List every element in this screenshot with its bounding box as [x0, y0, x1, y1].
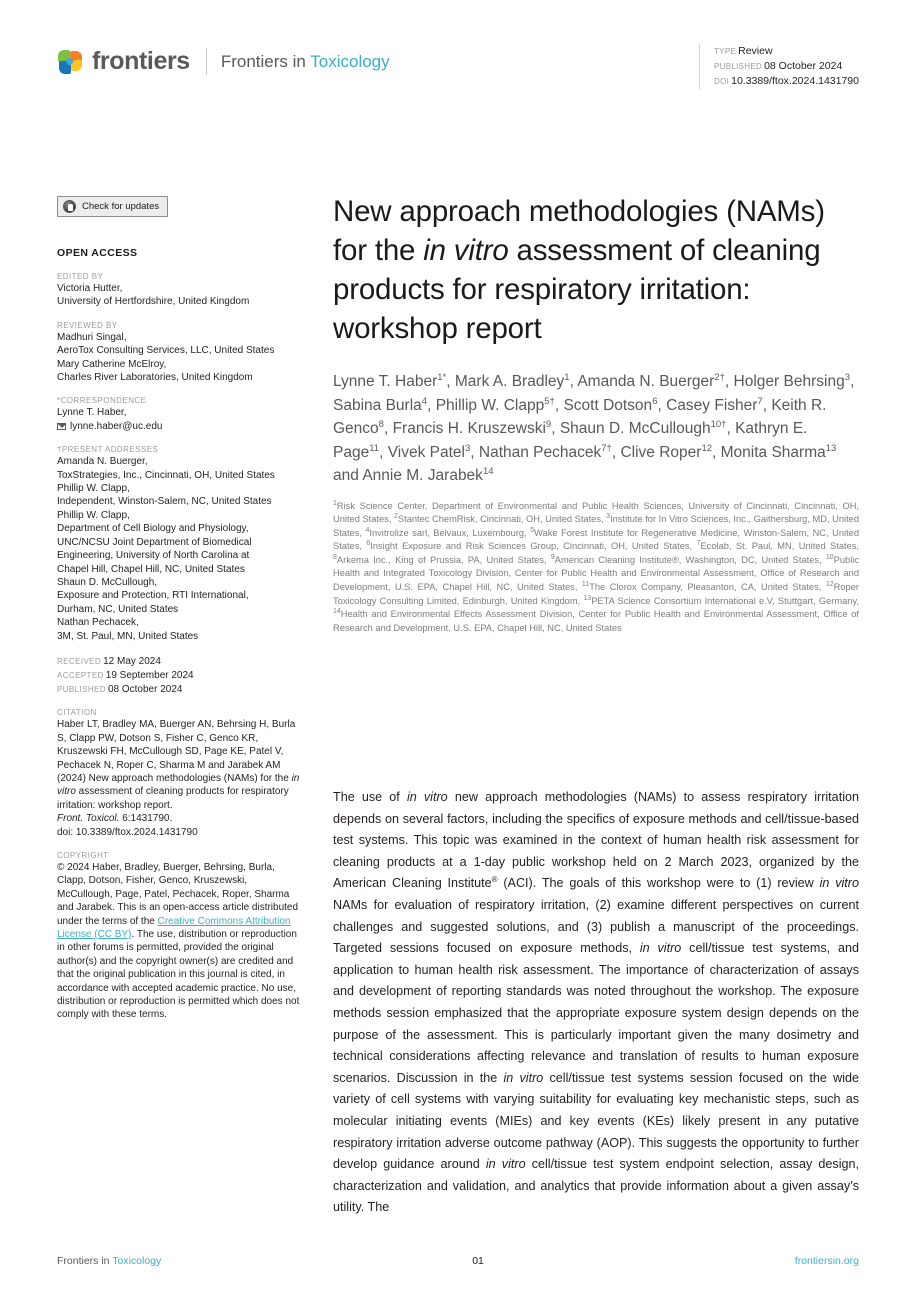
page-header: [0, 0, 916, 115]
author-name[interactable]: Monita Sharma: [720, 443, 826, 461]
affiliation-text: Health and Environmental Effects Assessment Division, Center for Public Health and Environmental Assessment, Office of Research and Development, U.S. EPA, Chapel Hill, NC, United States: [333, 609, 859, 633]
present-addresses-lines: [57, 455, 301, 643]
author-separator: ,: [712, 443, 721, 461]
citation-journal: Front. Toxicol.: [57, 813, 120, 825]
date-published-label: PUBLISHED: [57, 684, 106, 694]
cc-by-license-link[interactable]: Creative Commons Attribution License (CC BY): [57, 915, 291, 941]
page-title: [333, 192, 859, 348]
author-name[interactable]: Vivek Patel: [387, 443, 465, 461]
present-address-line: Durham, NC, United States: [57, 603, 179, 615]
journal-name-accent: Toxicology: [310, 52, 390, 71]
abstract-text: cell/tissue test system endpoint selection, assay design, characterization and validation, and analytics that provide information about a given assay’s utility. The: [333, 1157, 859, 1215]
affiliation-marker: 13: [583, 594, 592, 602]
author-affiliation-marker: 3: [844, 371, 850, 383]
author-affiliation-marker: 1: [564, 371, 570, 383]
present-addresses-group: [57, 445, 301, 643]
author-name[interactable]: Kathryn E. Page: [333, 420, 808, 461]
author-affiliation-marker: 11: [369, 442, 380, 454]
author-separator: ,: [446, 373, 455, 390]
copyright-text-2: . The use, distribution or reproduction in other forums is permitted, provided the original author(s) and the copyright owner(s) are credited and that the original publication in this journal is cited, in accordance with accepted academic practice. No use, distribution or reproduction is permitted which does not comply with these terms.: [57, 929, 300, 1021]
footer-site-link[interactable]: frontiersin.org: [794, 1255, 859, 1267]
reviewer-1-affiliation: AeroTox Consulting Services, LLC, United States: [57, 345, 275, 357]
edited-by-name: Victoria Hutter,: [57, 283, 123, 294]
author-name[interactable]: Clive Roper: [620, 443, 702, 461]
meta-key-type: TYPE: [714, 47, 737, 56]
affiliation-marker: 4: [365, 526, 370, 534]
affiliation-text: Arkema Inc., King of Prussia, PA, United States,: [336, 554, 551, 565]
footer-page-number: 01: [472, 1255, 484, 1267]
date-published-value: 08 October 2024: [107, 683, 183, 695]
meta-row-type: [714, 44, 859, 59]
affiliation-text: The Clorox Company, Pleasanton, CA, United States,: [589, 582, 826, 593]
author-affiliation-marker: 13: [825, 442, 837, 454]
meta-value-published: 08 October 2024: [764, 60, 843, 72]
correspondence-group: [57, 396, 301, 433]
present-address-line: 3M, St. Paul, MN, United States: [57, 630, 199, 642]
author-separator: ,: [554, 396, 564, 414]
date-accepted-value: 19 September 2024: [105, 669, 194, 681]
author-affiliation-marker: 4: [421, 395, 428, 407]
title-italic: in vitro: [423, 234, 509, 267]
affiliation-text: PETA Science Consortium International e.V, Stuttgart, Germany,: [591, 595, 859, 606]
author-name[interactable]: Casey Fisher: [666, 396, 758, 414]
abstract-superscript: ®: [491, 875, 498, 885]
abstract-text: cell/tissue test systems session focused on the wide variety of cell systems with varying suitability for evaluating key mechanistic steps, such as molecular initiating events (MIEs) and key events (KEs) likely present in any putative respiratory irritation adverse outcome pathway (AOP). This suggests the opportunity to further develop guidance around: [333, 1070, 860, 1172]
affiliation-marker: 7: [696, 540, 701, 548]
abstract-italic: in vitro: [639, 941, 682, 956]
journal-name-prefix: Frontiers in: [220, 52, 311, 71]
abstract-body: [333, 787, 859, 1219]
reviewed-by-label: REVIEWED BY: [57, 320, 118, 330]
author-separator: ,: [470, 443, 479, 461]
present-address-line: Chapel Hill, Chapel Hill, NC, United States: [57, 563, 245, 575]
citation-text: [57, 718, 301, 839]
citation-italic-1: in vitro: [57, 772, 300, 798]
footer-journal[interactable]: [57, 1255, 161, 1267]
affiliation-text: Stantec ChemRisk, Cincinnati, OH, United States,: [397, 514, 607, 525]
present-address-line: UNC/NCSU Joint Department of Biomedical: [57, 536, 252, 548]
present-address-line: Nathan Pechacek,: [57, 617, 139, 629]
abstract-text: NAMs for evaluation of respiratory irritation, (2) examine different perspectives on current challenges and suggested solutions, and (3) publish a manuscript of the proceedings. Targeted sessions focused on exposure methods,: [333, 897, 859, 956]
article-meta-block: [699, 44, 859, 90]
abstract-italic: in vitro: [406, 790, 448, 804]
affiliation-marker: 1: [333, 499, 337, 507]
date-received-label: RECEIVED: [57, 656, 102, 666]
present-address-line: Shaun D. McCullough,: [57, 576, 158, 588]
open-access-heading: OPEN ACCESS: [57, 247, 138, 259]
author-affiliation-marker: 10†: [710, 418, 727, 430]
author-affiliation-marker: 5†: [544, 395, 555, 407]
footer-journal-prefix: Frontiers in: [57, 1255, 113, 1267]
frontiers-logo-icon: [57, 49, 83, 75]
copyright-group: [57, 851, 301, 1022]
present-address-line: Phillip W. Clapp,: [57, 483, 130, 495]
present-address-line: Department of Cell Biology and Physiology,: [57, 523, 249, 535]
author-separator: ,: [726, 420, 736, 437]
affiliation-marker: 12: [825, 580, 834, 588]
present-address-line: Exposure and Protection, RTI International,: [57, 590, 249, 602]
author-separator: ,: [427, 396, 436, 414]
present-address-line: Amanda N. Buerger,: [57, 456, 148, 468]
affiliation-marker: 8: [333, 553, 337, 561]
date-published: [57, 683, 301, 697]
abstract-italic: in vitro: [485, 1157, 526, 1172]
author-separator: ,: [657, 396, 667, 414]
meta-row-published: [714, 59, 859, 74]
copyright-text: [57, 861, 301, 1022]
abstract-italic: in vitro: [819, 876, 859, 891]
author-affiliation-marker: 12: [701, 442, 713, 454]
present-address-line: Engineering, University of North Carolina at: [57, 550, 250, 562]
edited-by-affiliation: University of Hertfordshire, United Kingdom: [57, 296, 250, 308]
affiliation-text: American Cleaning Institute®, Washington, DC, United States,: [554, 554, 826, 565]
affiliation-marker: 9: [550, 553, 555, 561]
affiliation-marker: 5: [530, 526, 535, 534]
page-footer: [57, 1252, 859, 1270]
correspondence-email[interactable]: [57, 420, 301, 433]
affiliation-text: Institute for In Vitro Sciences, Inc., Gaithersburg, MD, United States,: [333, 514, 860, 538]
affiliation-marker: 10: [825, 553, 834, 561]
abstract-text: cell/tissue test systems, and application to human health risk assessment. The importance of characterization of assays and development of reporting standards was noted throughout the workshop. The exposure methods session emphasized that the appropriate exposure system design depends on the purpose of the assessment. This is particularly important given the many dosimetry and technical considerations affecting relevance and translation of results to human exposure scenarios. Discussion in the: [333, 941, 859, 1085]
citation-text-2: assessment of cleaning products for respiratory irritation: workshop report.: [57, 786, 289, 811]
affiliation-text: Wake Forest Institute for Regenerative Medicine, Winston-Salem, NC, United States,: [333, 527, 859, 552]
present-address-line: Phillip W. Clapp,: [57, 509, 130, 521]
author-separator: ,: [611, 443, 621, 461]
correspondence-email-text: lynne.haber@uc.edu: [70, 420, 163, 432]
author-name[interactable]: Phillip W. Clapp: [435, 396, 545, 414]
affiliation-text: Ecolab, St. Paul, MN, United States,: [700, 541, 859, 552]
date-accepted: [57, 669, 301, 683]
meta-key-doi: DOI: [714, 77, 730, 86]
affiliation-text: Risk Science Center, Department of Environmental and Public Health Sciences, University of Cincinnati, Cincinnati, OH, United States,: [333, 500, 859, 525]
article-main: [333, 192, 859, 635]
meta-value-type: Review: [738, 45, 773, 57]
author-name[interactable]: Holger Behrsing: [733, 373, 845, 390]
date-accepted-label: ACCEPTED: [57, 670, 104, 680]
author-separator: ,: [850, 373, 855, 390]
author-name[interactable]: Scott Dotson: [563, 396, 653, 414]
reviewed-by-group: [57, 321, 301, 385]
title-part-2: assessment of cleaning products for respiratory irritation: workshop report: [333, 234, 821, 345]
footer-journal-accent: Toxicology: [112, 1255, 162, 1267]
present-addresses-label: †PRESENT ADDRESSES: [57, 445, 159, 455]
title-part-1: New approach methodologies (NAMs) for the: [333, 195, 825, 267]
author-name[interactable]: Sabina Burla: [333, 396, 422, 414]
reviewer-2-affiliation: Charles River Laboratories, United Kingdom: [57, 372, 253, 384]
author-separator: ,: [569, 373, 578, 390]
brand-divider: [206, 48, 207, 75]
edited-by-label: EDITED BY: [57, 272, 104, 281]
affiliation-text: Roper Toxicology Consulting Limited, Edinburgh, United Kingdom,: [333, 582, 859, 606]
author-affiliation-marker: 7†: [601, 442, 612, 454]
abstract-italic: in vitro: [503, 1070, 544, 1085]
correspondence-label: *CORRESPONDENCE: [57, 396, 147, 406]
author-separator: ,: [379, 443, 388, 461]
present-address-line: ToxStrategies, Inc., Cincinnati, OH, United States: [57, 469, 275, 481]
crossmark-icon: [63, 200, 76, 213]
check-for-updates-label: Check for updates: [82, 200, 160, 212]
meta-value-doi: 10.3389/ftox.2024.1431790: [731, 75, 859, 87]
journal-name[interactable]: [221, 53, 390, 70]
author-affiliation-marker: 7: [757, 395, 763, 407]
citation-text-1: Haber LT, Bradley MA, Buerger AN, Behrsing H, Burla S, Clapp PW, Dotson S, Fisher C, Genco KR, Kruszewski FH, McCullough SD, Page KE, Patel V, Pechacek N, Roper C, Sharma M and Jarabek AM (2024) New approach methodologies (NAMs) for the: [57, 719, 296, 784]
meta-key-published: PUBLISHED: [714, 62, 763, 71]
abstract-text: The use of: [333, 790, 407, 804]
affiliation-text: Public Health and Integrated Toxicology Division, Center for Public Health and Environmental Assessment, Office of Research and Development, U.S. EPA, Chapel Hill, NC, United States,: [333, 554, 859, 593]
author-name[interactable]: Amanda N. Buerger: [577, 373, 715, 390]
affiliation-marker: 11: [581, 580, 590, 588]
author-name[interactable]: Francis H. Kruszewski: [392, 420, 546, 437]
author-separator: ,: [762, 396, 772, 414]
article-dates-group: [57, 655, 301, 696]
affiliation-text: Invitrolize sarl, Belvaux, Luxembourg,: [369, 527, 531, 538]
affiliation-marker: 6: [366, 540, 371, 548]
brand-wordmark: frontiers: [92, 47, 190, 75]
present-address-line: Independent, Winston-Salem, NC, United States: [57, 496, 272, 508]
envelope-icon: [57, 423, 66, 430]
author-affiliation-marker: 1*: [437, 371, 447, 383]
author-affiliation-marker: 6: [652, 395, 658, 407]
abstract-text: (ACI). The goals of this workshop were to (1) review: [497, 876, 820, 891]
author-separator: ,: [383, 420, 393, 437]
meta-row-doi[interactable]: [714, 74, 859, 89]
copyright-text-1: © 2024 Haber, Bradley, Buerger, Behrsing, Burla, Clapp, Dotson, Fisher, Genco, Kruszewski, McCullough, Page, Patel, Pechacek, Roper, Sharma and Jarabek. This is an open-access article distributed under the terms of the: [57, 861, 299, 927]
author-name[interactable]: Shaun D. McCullough: [559, 420, 711, 437]
affiliation-marker: 14: [333, 608, 341, 616]
author-name[interactable]: Lynne T. Haber: [333, 373, 438, 390]
citation-doi: doi: 10.3389/ftox.2024.1431790: [57, 826, 198, 838]
affiliation-list: [333, 500, 859, 636]
author-list: [333, 370, 859, 488]
author-name[interactable]: Annie M. Jarabek: [362, 467, 483, 484]
author-name[interactable]: Mark A. Bradley: [454, 373, 565, 390]
affiliation-marker: 3: [606, 513, 611, 520]
edited-by-group: [57, 272, 301, 309]
author-affiliation-marker: 8: [378, 418, 384, 430]
author-affiliation-marker: 3: [464, 442, 471, 454]
abstract-text: new approach methodologies (NAMs) to assess respiratory irritation depends on several factors, including the specifics of exposure methods and cell/tissue-based test systems. This topic was examined in the context of human health risk assessment for cleaning products at a 1-day public workshop held on 2 March 2023, organized by the American Cleaning Institute: [333, 790, 859, 891]
author-affiliation-marker: 14: [482, 465, 494, 477]
author-separator: and: [333, 467, 363, 484]
reviewer-2-name: Mary Catherine McElroy,: [57, 358, 167, 370]
date-received-value: 12 May 2024: [103, 655, 161, 667]
date-received: [57, 655, 301, 669]
citation-journal-rest: 6:1431790.: [119, 813, 173, 825]
check-for-updates-button[interactable]: [57, 196, 168, 217]
sidebar: [57, 196, 301, 1034]
brand-block[interactable]: [57, 48, 390, 75]
author-separator: ,: [551, 420, 560, 437]
author-name[interactable]: Nathan Pechacek: [478, 443, 602, 461]
citation-label: CITATION: [57, 708, 97, 718]
affiliation-marker: 2: [394, 513, 398, 520]
affiliation-text: Insight Exposure and Risk Sciences Group, Cincinnati, OH, United States,: [370, 541, 697, 552]
author-affiliation-marker: 9: [545, 418, 552, 430]
citation-group: [57, 708, 301, 839]
author-separator: ,: [724, 373, 734, 390]
reviewer-1-name: Madhuri Singal,: [57, 331, 127, 343]
author-name[interactable]: Keith R. Genco: [333, 396, 827, 437]
correspondence-name: Lynne T. Haber,: [57, 407, 127, 419]
copyright-label: COPYRIGHT: [57, 850, 109, 860]
author-affiliation-marker: 2†: [714, 371, 725, 383]
